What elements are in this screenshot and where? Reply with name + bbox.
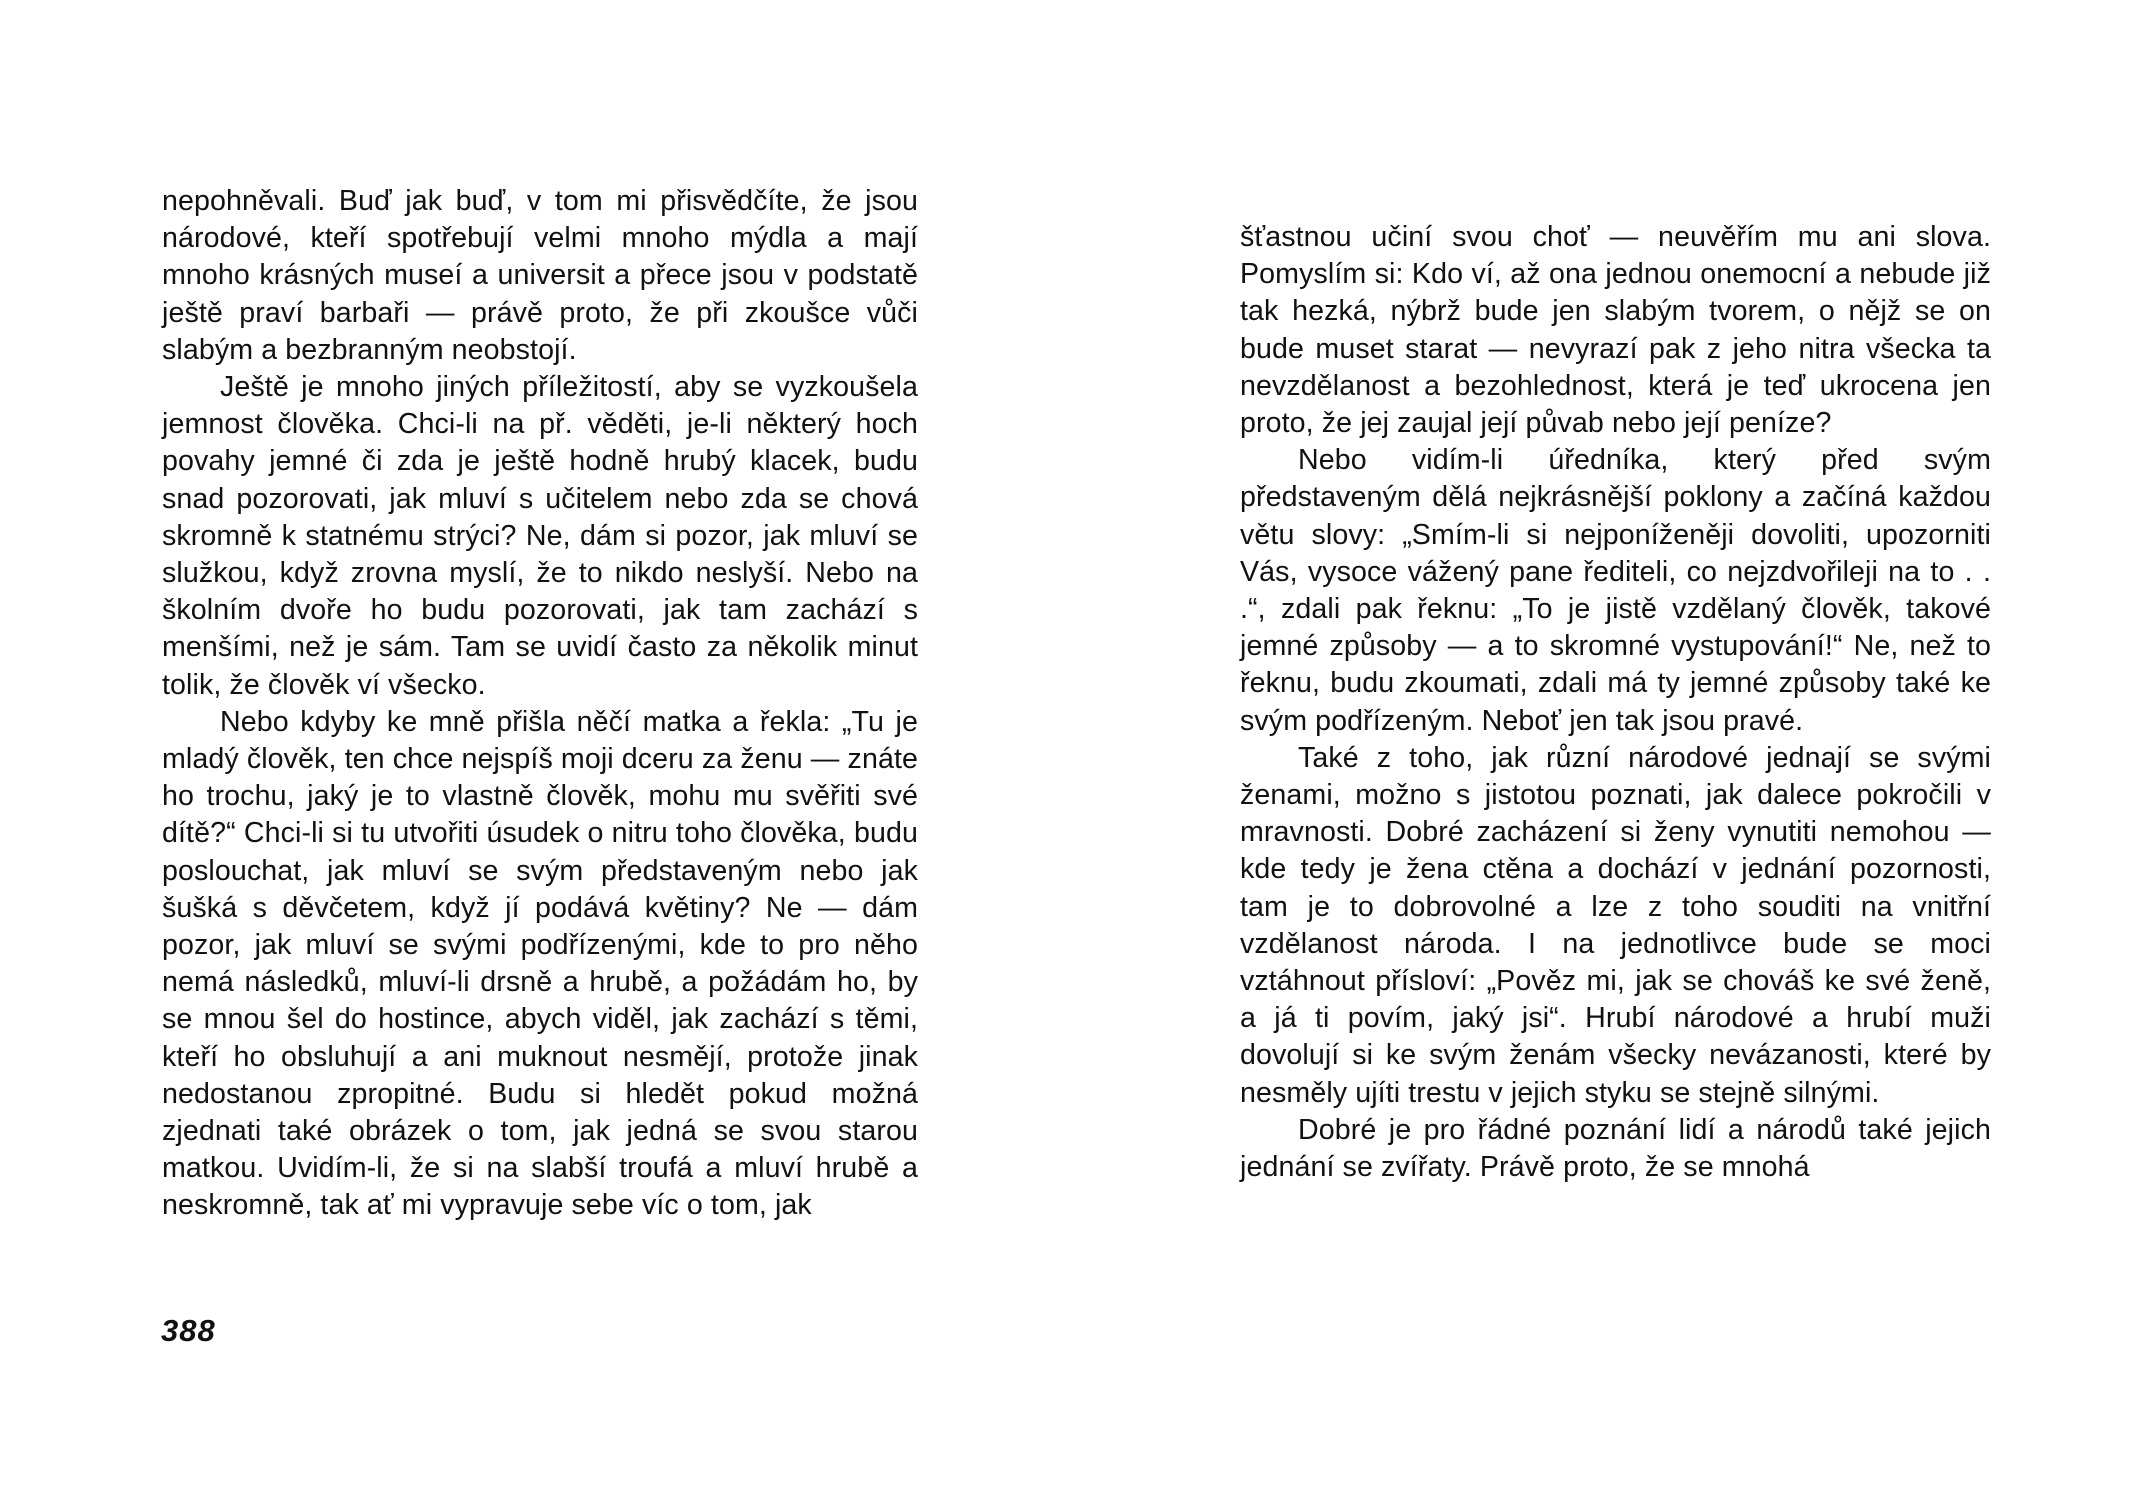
paragraph: Nebo vidím-li úředníka, který před svým představeným dělá nejkrásnější poklony a začíná každou větu slovy: „Smím-li si nejponíženěji dovoliti, upozorniti Vás, vysoce vážený pane řediteli, co nejzdvořileji na to . . .“, zdali pak řeknu: „To je jistě vzdělaný člověk, takové jemné způsoby — a to skromné vystupování!“ Ne, než to řeknu, budu zkoumati, zdali má ty jemné způsoby také ke svým podřízeným. Neboť jen tak jsou pravé.: [1240, 444, 1991, 737]
paragraph: Nebo kdyby ke mně přišla něčí matka a řekla: „Tu je mladý člověk, ten chce nejspíš moji dceru za ženu — znáte ho trochu, jaký je to vlastně člověk, mohu mu svěřiti své dítě?“ Chci-li si tu utvořiti úsudek o nitru toho člověka, budu poslouchat, jak mluví se svým představeným nebo jak šušká s děvčetem, když jí podává květiny? Ne — dám pozor, jak mluví se svými podřízenými, kde to pro něho nemá následků, mluví-li drsně a hrubě, a požádám ho, by se mnou šel do hostince, abych viděl, jak zachází s těmi, kteří ho obsluhují a ani muknout nesmějí, protože jinak nedostanou zpropitné. Budu si hledět pokud možná zjednati také obrázek o tom, jak jedná se svou starou matkou. Uvidím-li, že si na slabší troufá a mluví hrubě a neskromně, tak ať mi vypravuje sebe víc o tom, jak: [162, 705, 918, 1222]
paragraph: Ještě je mnoho jiných příležitostí, aby se vyzkoušela jemnost člověka. Chci-li na př. věděti, je-li některý hoch povahy jemné či zda je ještě hodně hrubý klacek, budu snad pozorovati, jak mluví s učitelem nebo zda se chová skromně k statnému strýci? Ne, dám si pozor, jak mluví se služkou, když zrovna myslí, že to nikdo neslyší. Nebo na školním dvoře ho budu pozorovati, jak tam zachází s menšími, než je sám. Tam se uvidí často za několik minut tolik, že člověk ví všecko.: [162, 371, 918, 701]
paragraph: Dobré je pro řádné poznání lidí a národů také jejich jednání se zvířaty. Právě proto, že se mnohá: [1240, 1113, 1991, 1184]
page-number: 388: [161, 1313, 216, 1348]
paragraph: Také z toho, jak různí národové jednají se svými ženami, možno s jistotou poznati, jak dalece pokročili v mravnosti. Dobré zacházení si ženy vynutiti nemohou — kde tedy je žena ctěna a dochází v jednání pozornosti, tam je to dobrovolné a lze z toho souditi na vnitřní vzdělanost národa. I na jednotlivce bude se moci vztáhnout přísloví: „Pověz mi, jak se chováš ke své ženě, a já ti povím, jaký jsi“. Hrubí národové a hrubí muži dovolují si ke svým ženám všecky nevázanosti, které by nesměly ujíti trestu v jejich styku se stejně silnými.: [1240, 741, 1991, 1109]
right-page: [1069, 0, 2138, 1500]
left-text-column: [162, 183, 918, 1225]
paragraph: nepohněvali. Buď jak buď, v tom mi přisvědčíte, že jsou národové, kteří spotřebují velmi mnoho mýdla a mají mnoho krásných museí a universit a přece jsou v podstatě ještě praví barbaři — právě proto, že při zkoušce vůči slabým a bezbranným neobstojí.: [162, 185, 918, 366]
paragraph: šťastnou učiní svou choť — neuvěřím mu ani slova. Pomyslím si: Kdo ví, až ona jednou onemocní a nebude již tak hezká, nýbrž bude jen slabým tvorem, o nějž se on bude muset starat — nevyrazí pak z jeho nitra všecka ta nevzdělanost a bezohlednost, která je teď ukrocena jen proto, že jej zaujal její půvab nebo její peníze?: [1240, 221, 1991, 440]
right-text-column: [1240, 219, 1991, 1186]
